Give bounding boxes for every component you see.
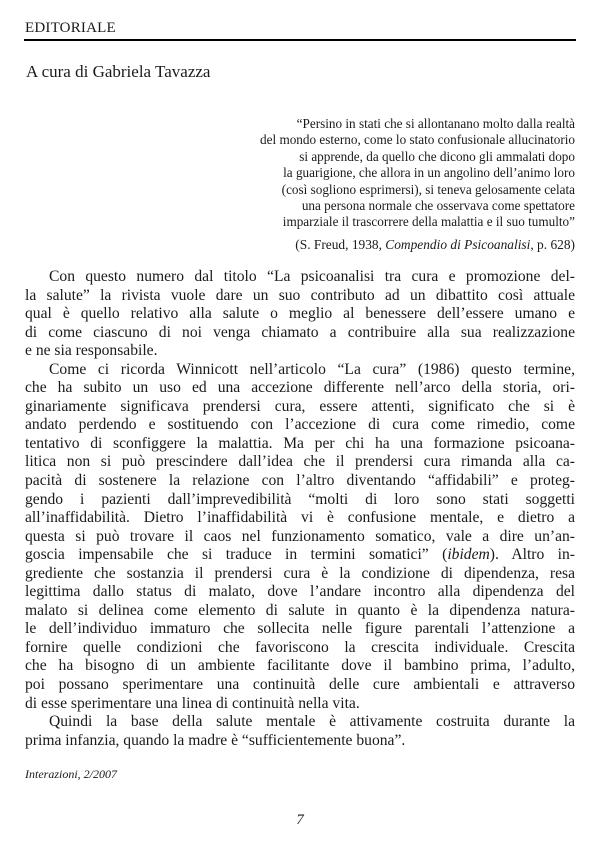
body-line: all’inaffidabilità. Dietro l’inaffidabilità vi è confusione mentale, e dietro a <box>25 509 575 527</box>
body-line: gendo i pazienti dall’imprevedibilità “molti di loro sono stati soggetti <box>25 490 575 508</box>
ibidem-before: goscia impensabile che si traduce in termini somatici” ( <box>25 546 448 564</box>
body-line: che ha bisogno di un ambiente facilitante dove il bambino prima, l’adulto, <box>25 657 575 675</box>
body-line: di esse sperimentare una linea di continuità nella vita. <box>25 694 360 712</box>
body-line: Con questo numero dal titolo “La psicoanalisi tra cura e promozione del- <box>49 268 575 285</box>
body-text <box>25 268 575 750</box>
body-line: poi possano sperimentare una continuità delle cure ambientali e attraverso <box>25 676 575 694</box>
body-line: qual è quello relativo alla salute o meglio al benessere dell’essere umano e <box>25 305 575 323</box>
body-line: di come ciascuno di noi venga chiamato a contribuire alla sua realizzazione <box>25 323 575 341</box>
body-line: malato si delinea come elemento di salute in quanto è la dipendenza natura- <box>25 601 575 619</box>
epigraph-line: una persona normale che osservava come spettatore <box>301 198 575 214</box>
citation-suffix: , p. 628) <box>530 237 575 252</box>
body-line: questa si può trovare il caos nel funzionamento somatico, vale a dire un’an- <box>25 527 575 545</box>
body-line: Come ci ricorda Winnicott nell’articolo “La cura” (1986) questo termine, <box>49 360 575 378</box>
journal-footer: Interazioni, 2/2007 <box>25 767 117 781</box>
body-line: prima infanzia, quando la madre è “sufficientemente buona”. <box>25 731 406 749</box>
body-line: pacità di sostenere la relazione con l’altro diventando “affidabili” e proteg- <box>25 472 575 490</box>
ibidem-after: ). Altro in- <box>489 546 576 564</box>
body-line: grediente che sostanzia il prendersi cura è la condizione di dipendenza, resa <box>25 564 575 582</box>
epigraph-line: (così sogliono esprimersi), si teneva gelosamente celata <box>281 181 575 197</box>
body-line: le dell’individuo immaturo che sollecita nelle figure parentali l’attenzione a <box>25 620 575 638</box>
epigraph-line: la guarigione, che allora in un angolino dell’animo loro <box>283 165 575 181</box>
citation-prefix: (S. Freud, 1938, <box>295 237 386 252</box>
body-line: tentativo di sconfiggere la malattia. Ma per chi ha una formazione psicoana- <box>25 434 575 452</box>
epigraph-citation <box>295 237 575 253</box>
section-label: EDITORIALE <box>25 20 116 36</box>
body-line: andato perdendo e sostituendo con l’accezione di cura come rimedio, come <box>25 416 575 434</box>
body-line: la salute” la rivista vuole dare un suo contributo ad un dibattito così attuale <box>25 286 575 304</box>
body-line: fornire quelle condizioni che favoriscono la crescita individuale. Crescita <box>25 638 575 656</box>
epigraph-line: del mondo esterno, come lo stato confusionale allucinatorio <box>260 132 575 148</box>
ibidem-reference: ibidem <box>447 546 490 564</box>
epigraph-quote <box>195 116 575 231</box>
citation-title: Compendio di Psicoanalisi <box>385 237 531 252</box>
body-line: che ha subito un uso ed una accezione differente nell’arco della storia, ori- <box>25 379 575 397</box>
epigraph-line: “Persino in stati che si allontanano molto dalla realtà <box>296 116 575 131</box>
byline: A cura di Gabriela Tavazza <box>26 62 211 81</box>
body-line: litica non si può prescindere dall’idea che il prendersi cura rimanda alla ca- <box>25 453 575 471</box>
epigraph-line: imparziale il trascorrere della malattia e il suo tumulto” <box>282 214 575 230</box>
body-line: legittima dallo status di malato, dove l’andare incontro alla dipendenza del <box>25 583 575 601</box>
body-line: e ne sia responsabile. <box>25 342 158 360</box>
epigraph-line: si apprende, da quello che dicono gli ammalati dopo <box>299 148 575 164</box>
body-line: ginariamente significava prendersi cura, essere attenti, significato che si è <box>25 397 575 415</box>
body-line: Quindi la base della salute mentale è attivamente costruita durante la <box>49 713 575 731</box>
body-line-ibidem <box>25 546 575 565</box>
header-rule <box>24 39 576 41</box>
page-number: 7 <box>296 812 304 828</box>
